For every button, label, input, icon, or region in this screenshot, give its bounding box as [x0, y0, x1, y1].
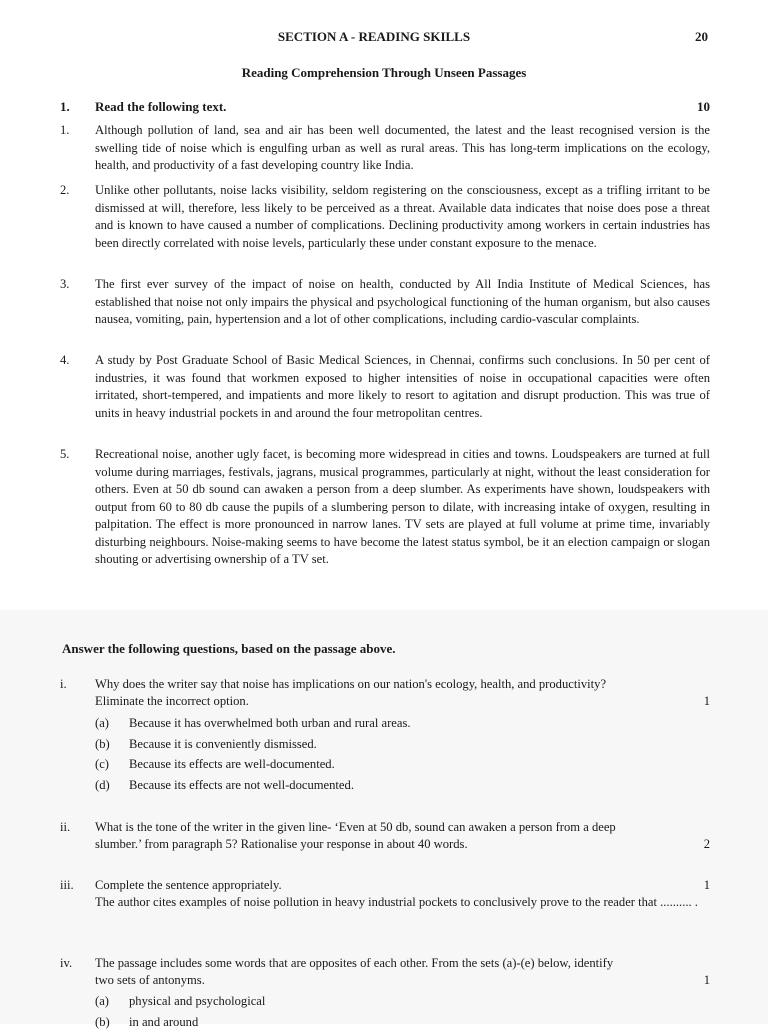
question-subtext: The author cites examples of noise pollution in heavy industrial pockets to conclusively prove to the reader that .......... . [95, 894, 710, 911]
question-number: ii. [60, 819, 70, 836]
question-marks: 1 [704, 693, 710, 710]
paragraph-number: 3. [60, 276, 69, 294]
paragraph-number: 4. [60, 352, 69, 370]
paragraph-text: Unlike other pollutants, noise lacks visibility, seldom registering on the consciousness, except as a trifling irritant to be dismissed at will, therefore, less likely to be perceived as a threat. Available data indicates that noise does pose a threat and is known to have caused a number of complications. Declining productivity among workers in certain industries has been directly correlated with noise levels, particularly these under constant exposure to the menace. [95, 182, 710, 252]
question-subtext [95, 836, 710, 853]
option-b [95, 734, 710, 755]
question-instruction: Read the following text. [95, 99, 226, 115]
paragraph-text: Although pollution of land, sea and air has been well documented, the latest and the least recognised version is the swelling tide of noise which is engulfing urban as well as rural areas. This has long-term implications on the ecology, health, and productivity of a fast developing country like India. [95, 122, 710, 175]
paragraph-1 [60, 122, 710, 175]
option-a [95, 713, 710, 734]
question-text: Why does the writer say that noise has implications on our nation's ecology, health, and productivity? [95, 676, 710, 693]
question-subtext-label: slumber.’ from paragraph 5? Rationalise your response in about 40 words. [95, 837, 468, 851]
question-marks: 1 [704, 877, 710, 894]
paragraph-text: The first ever survey of the impact of noise on health, conducted by All India Institute of Medical Sciences, has established that noise not only impairs the physical and psychological functioning of the human organism, but also causes nausea, vomiting, pain, hypertension and a lot of other complications, including cardio-vascular complaints. [95, 276, 710, 329]
option-label: (d) [95, 775, 129, 796]
paragraph-2 [60, 182, 710, 252]
question-marks: 10 [697, 99, 710, 115]
option-label: (c) [95, 754, 129, 775]
section-subtitle: Reading Comprehension Through Unseen Passages [0, 65, 768, 81]
question-marks: 2 [704, 836, 710, 853]
paragraph-number: 1. [60, 122, 69, 140]
question-subtext-label: two sets of antonyms. [95, 973, 205, 987]
option-label: (b) [95, 734, 129, 755]
question-text: The passage includes some words that are opposites of each other. From the sets (a)-(e) below, identify [95, 955, 710, 972]
option-label: (b) [95, 1012, 129, 1032]
option-text: Because its effects are not well-documented. [129, 778, 354, 792]
option-text: Because its effects are well-documented. [129, 757, 335, 771]
option-b [95, 1012, 710, 1032]
paragraph-3 [60, 276, 710, 329]
question-text-line [95, 877, 710, 894]
option-d [95, 775, 710, 796]
option-text: Because it has overwhelmed both urban and rural areas. [129, 716, 411, 730]
option-text: physical and psychological [129, 994, 265, 1008]
option-text: in and around [129, 1015, 198, 1029]
paragraph-4 [60, 352, 710, 422]
question-subtext [95, 972, 710, 989]
question-iv [60, 955, 710, 1032]
option-label: (a) [95, 991, 129, 1012]
section-marks: 20 [695, 29, 708, 45]
question-text: What is the tone of the writer in the given line- ‘Even at 50 db, sound can awaken a person from a deep [95, 819, 710, 836]
question-ii [60, 819, 710, 853]
option-text: Because it is conveniently dismissed. [129, 737, 317, 751]
question-number: iii. [60, 877, 74, 894]
question-subtext [95, 693, 710, 710]
paragraph-text: Recreational noise, another ugly facet, is becoming more widespread in cities and towns. Loudspeakers are turned at full volume during marriages, festivals, jagrans, musical programmes, particularly at night, without the least consideration for others. Even at 50 db sound can awaken a person from a deep slumber. As experiments have shown, loudspeakers with output from 60 to 80 db cause the pupils of a slumbering person to dilate, with increasing intake of oxygen, resulting in palpitation. The effect is more pronounced in narrow lanes. TV sets are played at full volume at prime time, invariably disturbing neighbours. Noise-making seems to have become the latest status symbol, be it an election campaign or slogan shouting or advertising ownership of a TV set. [95, 446, 710, 569]
option-c [95, 754, 710, 775]
question-number: i. [60, 676, 67, 693]
paragraph-text: A study by Post Graduate School of Basic Medical Sciences, in Chennai, confirms such conclusions. In 50 per cent of industries, it was found that workmen exposed to higher intensities of noise in occupational capacities were often irritated, short-tempered, and impatients and more likely to resort to agitation and disrupt production. This was true of units in heavy industrial pockets in and around the four metropolitan centres. [95, 352, 710, 422]
section-header [0, 29, 768, 47]
paragraph-5 [60, 446, 710, 569]
option-label: (a) [95, 713, 129, 734]
answer-heading: Answer the following questions, based on the passage above. [62, 641, 395, 657]
question-marks: 1 [704, 972, 710, 989]
question-number: iv. [60, 955, 72, 972]
question-number: 1. [60, 99, 70, 115]
paragraph-number: 5. [60, 446, 69, 464]
question-i [60, 676, 710, 795]
question-text: Complete the sentence appropriately. [95, 878, 282, 892]
paragraph-number: 2. [60, 182, 69, 200]
option-a [95, 991, 710, 1012]
section-title: SECTION A - READING SKILLS [0, 29, 748, 45]
question-subtext-label: Eliminate the incorrect option. [95, 694, 249, 708]
question-iii [60, 877, 710, 911]
